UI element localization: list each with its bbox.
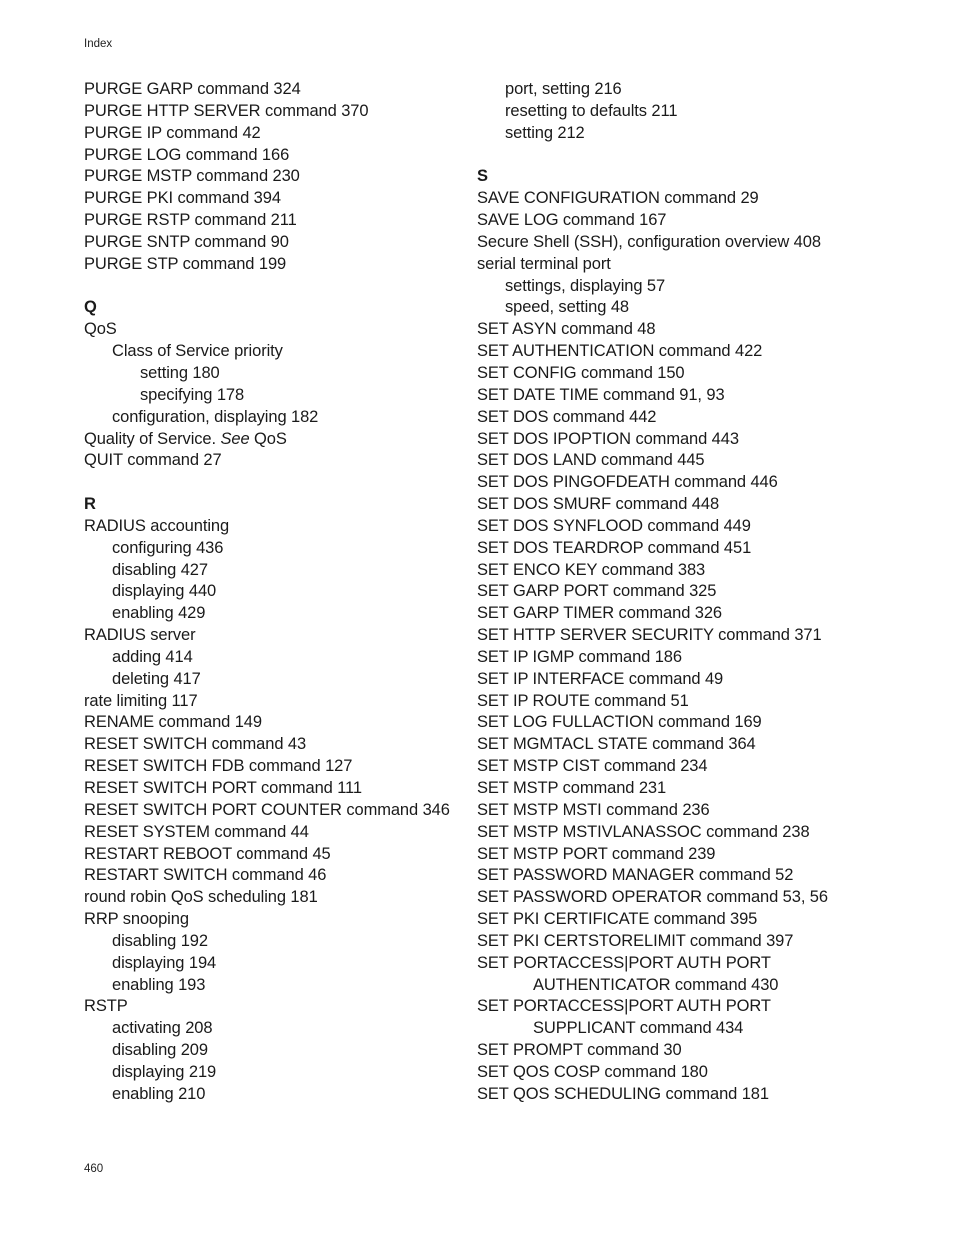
index-subentry: enabling 193 (112, 975, 206, 994)
index-subentry: activating 208 (112, 1019, 213, 1038)
index-entry: SET PORTACCESS|PORT AUTH PORT (477, 953, 771, 972)
index-entry: SET QOS COSP command 180 (477, 1062, 708, 1081)
index-entry: SET DOS SMURF command 448 (477, 495, 720, 514)
index-entry: round robin QoS scheduling 181 (84, 888, 318, 907)
index-entry: SET CONFIG command 150 (477, 363, 685, 382)
index-entry: SET PKI CERTIFICATE command 395 (477, 910, 758, 929)
index-entry: SET PORTACCESS|PORT AUTH PORT (477, 997, 771, 1016)
index-entry: SET PKI CERTSTORELIMIT command 397 (477, 931, 794, 950)
index-subentry: deleting 417 (112, 669, 201, 688)
index-entry: SET DATE TIME command 91, 93 (477, 385, 725, 404)
index-entry: PURGE SNTP command 90 (84, 232, 289, 251)
index-letter-heading: S (477, 167, 488, 186)
index-entry: RESET SWITCH command 43 (84, 735, 307, 754)
index-entry: PURGE IP command 42 (84, 123, 261, 142)
index-subentry: SUPPLICANT command 434 (533, 1019, 744, 1038)
index-entry: SET HTTP SERVER SECURITY command 371 (477, 626, 822, 645)
index-letter-heading: Q (84, 298, 97, 317)
index-subentry: configuration, displaying 182 (112, 407, 319, 426)
index-entry: SET ENCO KEY command 383 (477, 560, 706, 579)
index-entry: RESET SWITCH PORT COUNTER command 346 (84, 800, 450, 819)
index-entry: PURGE LOG command 166 (84, 145, 290, 164)
index-entry: SET AUTHENTICATION command 422 (477, 342, 763, 361)
index-entry: RADIUS accounting (84, 516, 230, 535)
index-subentry: resetting to defaults 211 (505, 101, 678, 120)
index-entry: Secure Shell (SSH), configuration overview 408 (477, 232, 821, 251)
index-entry: serial terminal port (477, 254, 611, 273)
index-subentry: specifying 178 (140, 385, 245, 404)
index-subentry: disabling 209 (112, 1041, 208, 1060)
index-entry: SET PASSWORD MANAGER command 52 (477, 866, 794, 885)
index-subentry: displaying 440 (112, 582, 217, 601)
index-subentry: speed, setting 48 (505, 298, 629, 317)
index-entry: SET GARP PORT command 325 (477, 582, 717, 601)
index-entry: SET MSTP CIST command 234 (477, 757, 708, 776)
index-subentry: adding 414 (112, 647, 193, 666)
index-entry: SET MSTP PORT command 239 (477, 844, 716, 863)
index-entry: PURGE MSTP command 230 (84, 167, 300, 186)
index-subentry: enabling 210 (112, 1084, 206, 1103)
entry-text: Quality of Service. (84, 429, 221, 448)
index-entry: PURGE STP command 199 (84, 254, 287, 273)
index-entry: SET MSTP MSTI command 236 (477, 800, 710, 819)
index-entry: SET MSTP command 231 (477, 779, 667, 797)
index-subentry: displaying 219 (112, 1062, 217, 1081)
index-subentry: settings, displaying 57 (505, 276, 666, 295)
index-entry: RENAME command 149 (84, 713, 262, 732)
index-entry: SET DOS command 442 (477, 407, 657, 426)
index-entry: RSTP (84, 997, 128, 1016)
index-entry: RESET SWITCH PORT command 111 (84, 779, 362, 797)
spacer (477, 145, 917, 167)
index-entry: SET IP INTERFACE command 49 (477, 669, 724, 688)
index-entry: SET IP IGMP command 186 (477, 647, 682, 666)
index-entry: RRP snooping (84, 910, 189, 929)
see-reference: See (220, 429, 250, 448)
index-subentry: disabling 427 (112, 560, 208, 579)
index-entry: SET QOS SCHEDULING command 181 (477, 1084, 769, 1103)
index-column-right (477, 79, 917, 1106)
index-entry: SET DOS SYNFLOOD command 449 (477, 516, 751, 535)
index-entry: PURGE GARP command 324 (84, 80, 301, 98)
index-entry: SET DOS IPOPTION command 443 (477, 429, 739, 448)
index-subentry: displaying 194 (112, 953, 217, 972)
index-entry: RADIUS server (84, 626, 196, 645)
index-entry: PURGE RSTP command 211 (84, 211, 297, 230)
index-entry: RESET SYSTEM command 44 (84, 822, 309, 841)
index-entry: SET PASSWORD OPERATOR command 53, 56 (477, 888, 828, 907)
running-header: Index (84, 38, 113, 50)
index-subentry: setting 180 (140, 363, 220, 382)
index-entry: SET MSTP MSTIVLANASSOC command 238 (477, 822, 810, 841)
index-subentry: disabling 192 (112, 931, 208, 950)
index-entry: SET IP ROUTE command 51 (477, 691, 689, 710)
index-entry: rate limiting 117 (84, 691, 198, 710)
index-entry: SET DOS TEARDROP command 451 (477, 538, 752, 557)
index-entry: SET DOS PINGOFDEATH command 446 (477, 473, 778, 492)
index-entry: SET PROMPT command 30 (477, 1041, 682, 1060)
index-entry: QoS (84, 320, 117, 339)
index-entry: QUIT command 27 (84, 451, 222, 470)
index-subentry: enabling 429 (112, 604, 206, 623)
index-entry: RESTART REBOOT command 45 (84, 844, 331, 863)
page-number: 460 (84, 1163, 104, 1175)
index-entry: RESTART SWITCH command 46 (84, 866, 327, 885)
index-subentry: setting 212 (505, 123, 585, 142)
entry-target: QoS (249, 429, 287, 448)
index-entry: PURGE HTTP SERVER command 370 (84, 101, 369, 120)
index-entry: SET LOG FULLACTION command 169 (477, 713, 762, 732)
index-entry: RESET SWITCH FDB command 127 (84, 757, 353, 776)
index-entry: SET DOS LAND command 445 (477, 451, 705, 470)
index-entry: SET ASYN command 48 (477, 320, 656, 339)
index-subentry: AUTHENTICATOR command 430 (533, 975, 779, 994)
index-entry: SAVE LOG command 167 (477, 211, 667, 230)
index-column-left (84, 79, 524, 1106)
index-subentry: port, setting 216 (505, 80, 622, 98)
index-entry-cross-reference (84, 429, 524, 451)
index-entry: SAVE CONFIGURATION command 29 (477, 189, 759, 208)
index-entry: SET GARP TIMER command 326 (477, 604, 722, 623)
spacer (84, 276, 524, 298)
index-subentry: configuring 436 (112, 538, 224, 557)
index-letter-heading: R (84, 495, 96, 514)
spacer (84, 472, 524, 494)
index-entry: PURGE PKI command 394 (84, 189, 281, 208)
index-subentry: Class of Service priority (112, 342, 283, 361)
index-entry: SET MGMTACL STATE command 364 (477, 735, 756, 754)
